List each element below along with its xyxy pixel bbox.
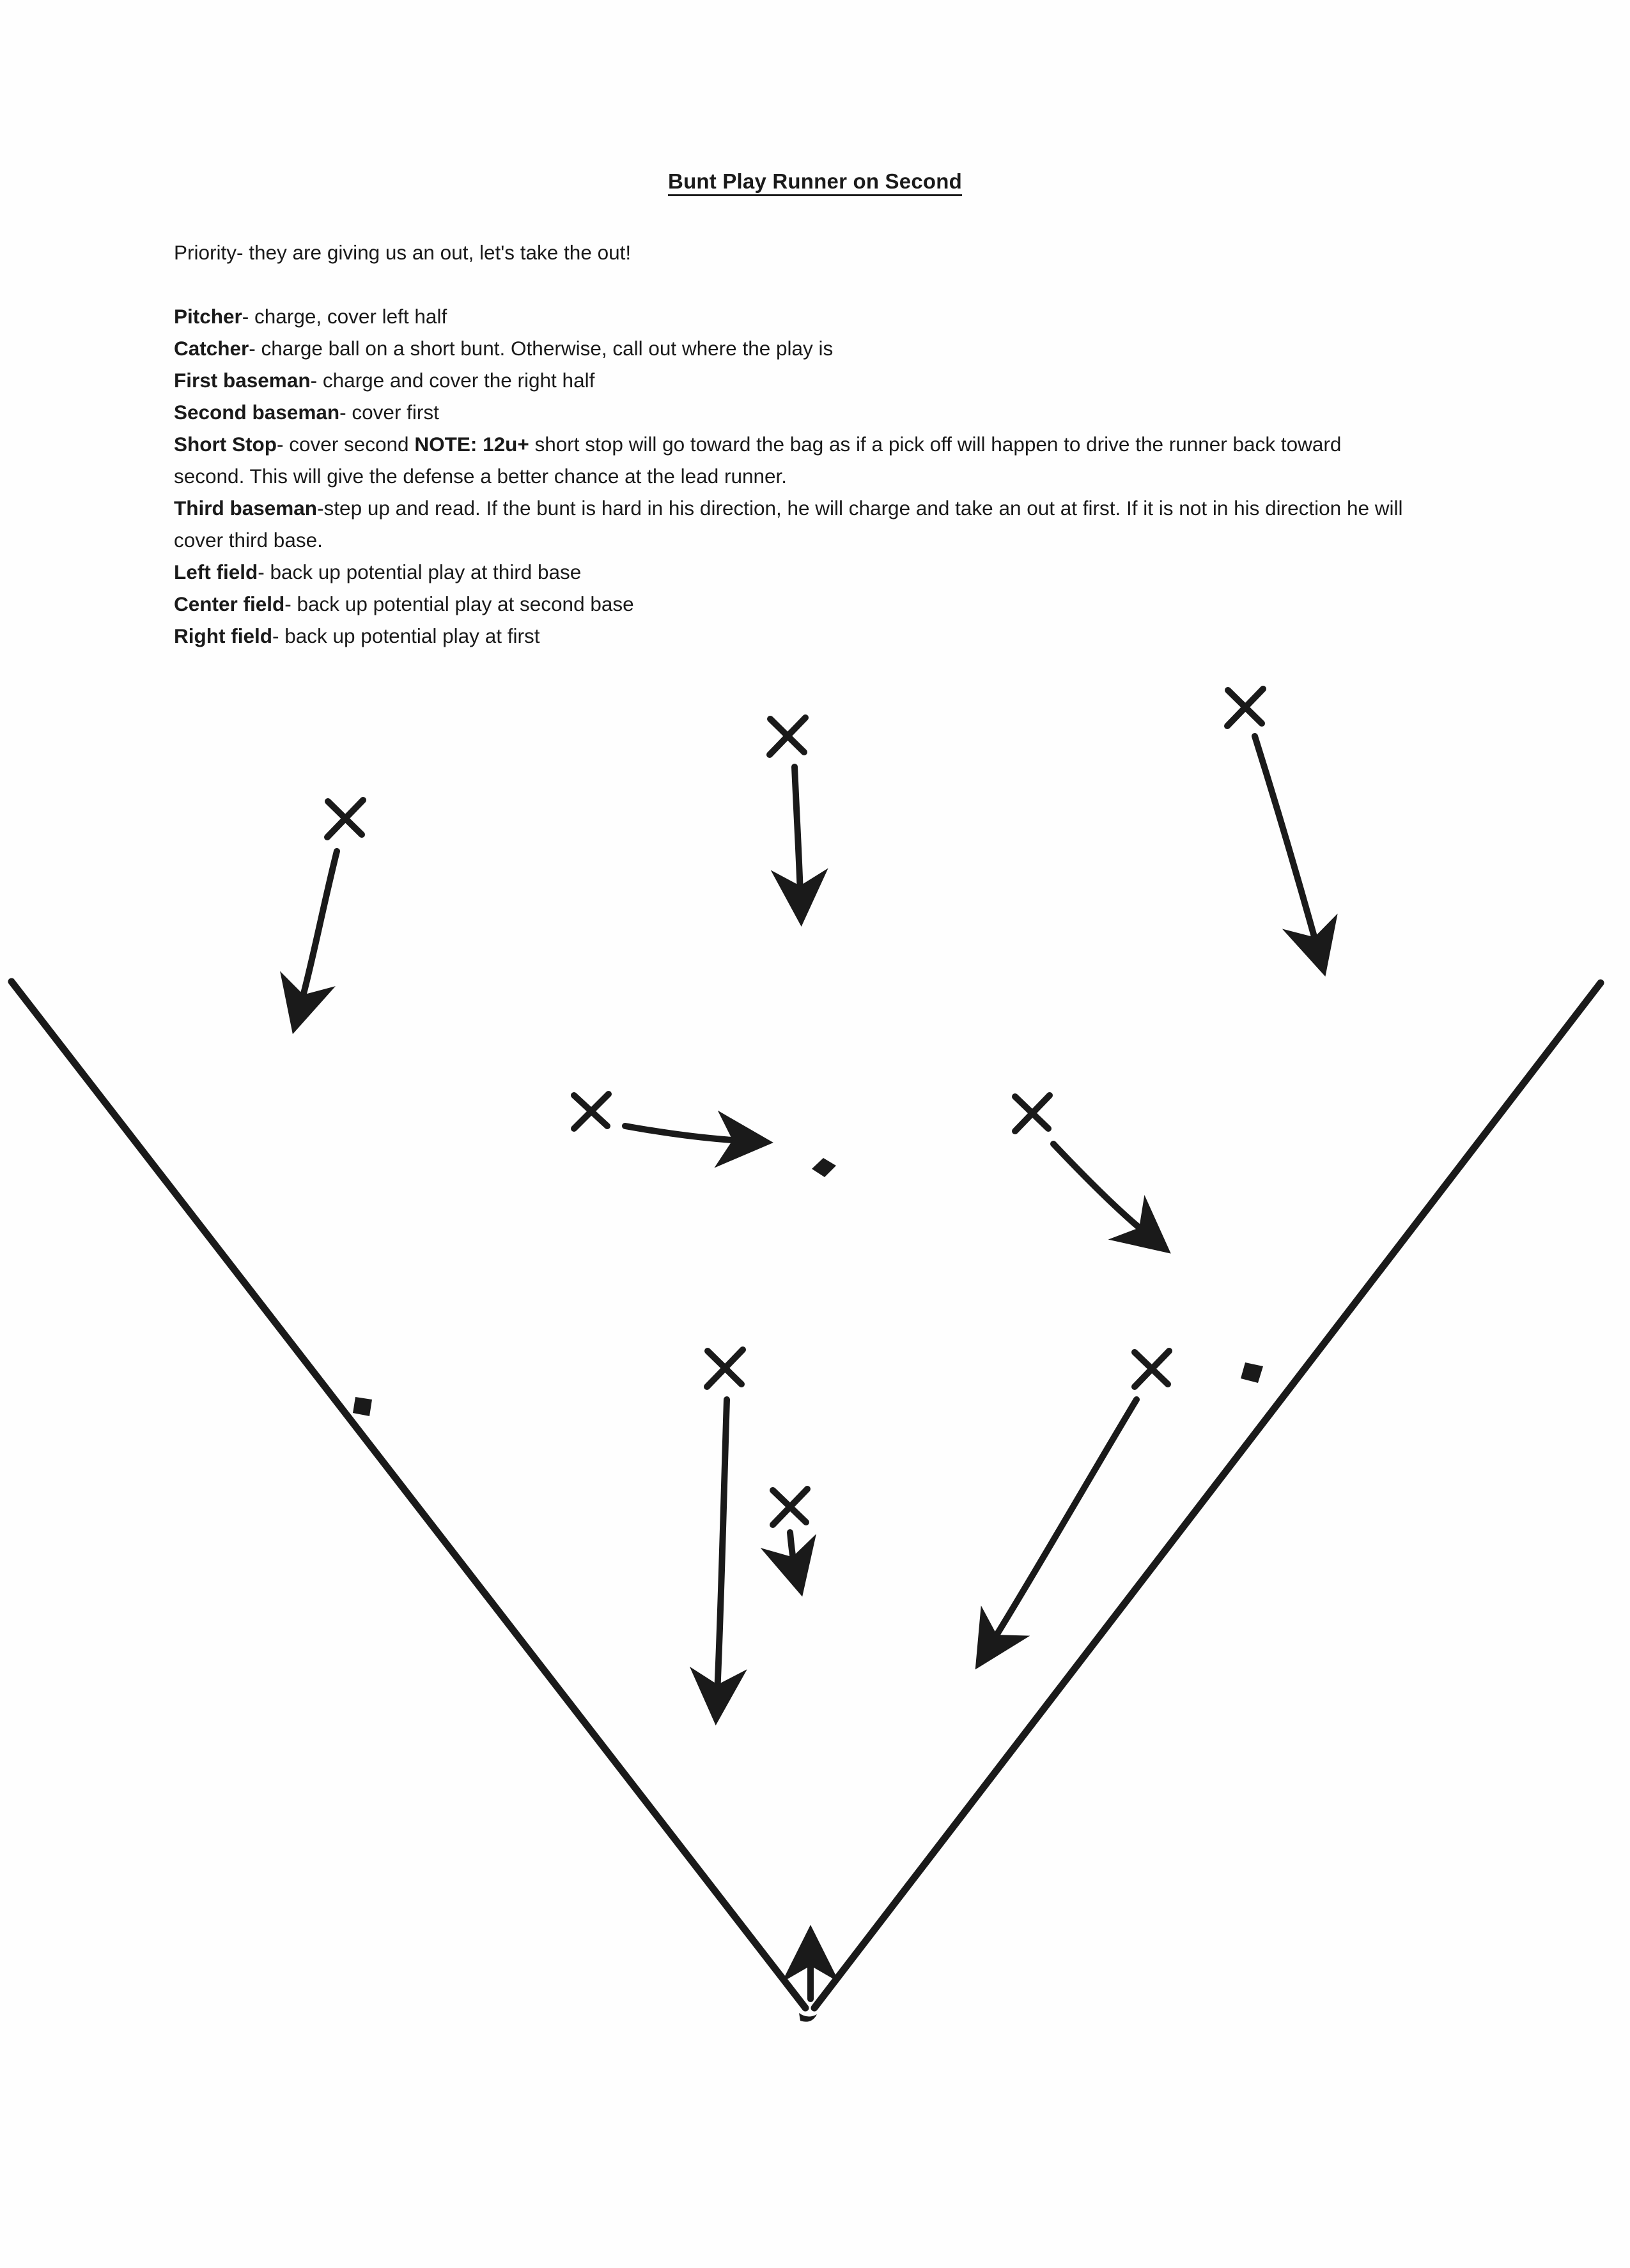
left-field-arrow xyxy=(301,851,337,1003)
marker-center-fielder xyxy=(770,718,805,755)
role-second-baseman xyxy=(174,396,1414,428)
role-short-stop-text: - cover second xyxy=(276,433,415,456)
third-base xyxy=(353,1397,372,1416)
instructions-block xyxy=(174,236,1414,652)
player-markers xyxy=(327,689,1263,1525)
role-third-baseman xyxy=(174,492,1414,556)
marker-first-baseman xyxy=(1135,1351,1169,1387)
first-baseman-arrow xyxy=(992,1400,1137,1642)
role-right-field-text: - back up potential play at first xyxy=(272,624,540,647)
marker-right-fielder xyxy=(1227,689,1263,726)
pitcher-arrow xyxy=(790,1532,795,1566)
bases xyxy=(353,1158,1263,2022)
role-short-stop-note-label: NOTE: 12u+ xyxy=(414,433,529,456)
role-third-baseman-text: -step up and read. If the bunt is hard in his direction, he will charge and take an out at first. If it is not in his direction he will cover third base. xyxy=(174,497,1403,552)
marker-pitcher xyxy=(773,1489,807,1525)
role-first-baseman-name: First baseman xyxy=(174,369,311,392)
role-first-baseman-text: - charge and cover the right half xyxy=(310,369,595,392)
role-center-field-name: Center field xyxy=(174,592,285,615)
role-catcher-name: Catcher xyxy=(174,337,249,360)
role-third-baseman-name: Third baseman xyxy=(174,497,318,520)
shortstop-arrow xyxy=(1053,1144,1146,1233)
role-catcher-text: - charge ball on a short bunt. Otherwise, call out where the play is xyxy=(249,337,834,360)
role-first-baseman xyxy=(174,364,1414,396)
role-center-field-text: - back up potential play at second base xyxy=(284,592,634,615)
role-pitcher-name: Pitcher xyxy=(174,305,242,328)
second-baseman-arrow xyxy=(717,1400,727,1693)
priority-line: Priority- they are giving us an out, let's take the out! xyxy=(174,241,632,264)
role-pitcher xyxy=(174,300,1414,332)
role-short-stop-note-text: short stop will go toward the bag as if a pick off will happen to drive the runner back toward second. This will give the defense a better chance at the lead runner. xyxy=(174,433,1342,488)
role-short-stop-name: Short Stop xyxy=(174,433,277,456)
marker-second-baseman xyxy=(707,1350,743,1387)
role-second-baseman-text: - cover first xyxy=(339,401,439,424)
role-second-baseman-name: Second baseman xyxy=(174,401,340,424)
role-catcher xyxy=(174,332,1414,364)
role-left-field xyxy=(174,556,1414,588)
third-baseman-arrow xyxy=(625,1126,741,1141)
home-plate xyxy=(799,2013,817,2022)
page-title-text: Bunt Play Runner on Second xyxy=(668,169,962,196)
second-base xyxy=(812,1158,836,1177)
role-left-field-text: - back up potential play at third base xyxy=(258,560,582,583)
marker-left-fielder xyxy=(327,800,363,837)
role-right-field-name: Right field xyxy=(174,624,272,647)
first-base xyxy=(1241,1362,1263,1383)
marker-shortstop xyxy=(1015,1095,1050,1131)
page-title xyxy=(0,169,1630,194)
left-foul-line xyxy=(12,982,805,2008)
marker-third-baseman xyxy=(574,1094,609,1129)
role-pitcher-text: - charge, cover left half xyxy=(242,305,447,328)
role-center-field xyxy=(174,588,1414,620)
role-left-field-name: Left field xyxy=(174,560,258,583)
right-foul-line xyxy=(814,983,1601,2008)
role-right-field xyxy=(174,620,1414,652)
foul-lines xyxy=(12,982,1601,2008)
right-field-arrow xyxy=(1255,736,1317,946)
movement-arrows xyxy=(301,736,1317,1999)
center-field-arrow xyxy=(795,767,800,895)
role-short-stop xyxy=(174,428,1414,492)
